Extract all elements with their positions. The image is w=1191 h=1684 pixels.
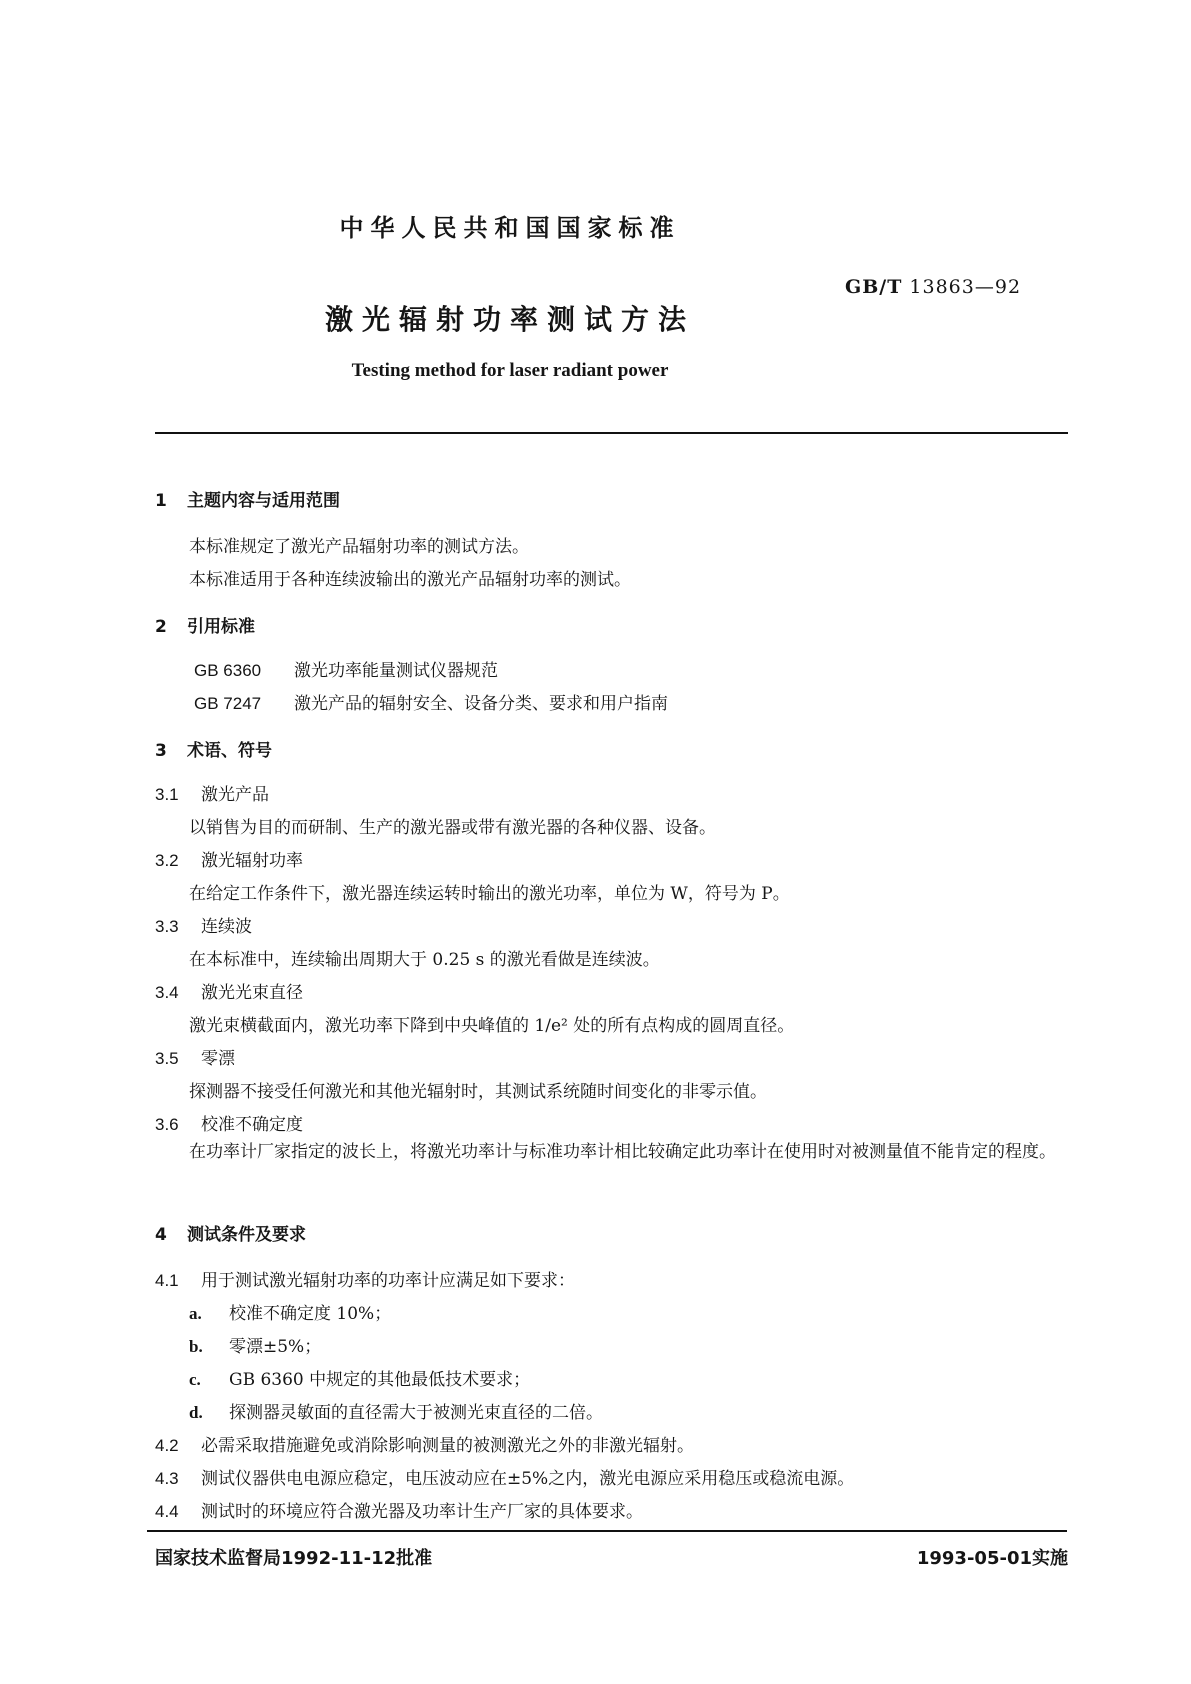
list-item [189,1398,603,1423]
list-marker: b. [189,1337,203,1356]
approval-note: 国家技术监督局1992-11-12批准 [155,1548,433,1569]
reference-row [194,689,668,714]
reference-code: GB 6360 [194,661,262,680]
section-number: 3 [155,741,167,761]
clause-text: 用于测试激光辐射功率的功率计应满足如下要求： [201,1271,575,1291]
list-item-text: 校准不确定度 10%； [229,1304,392,1324]
section-title: 术语、符号 [187,741,272,761]
list-item-text: GB 6360 中规定的其他最低技术要求； [229,1370,531,1390]
term-number: 3.4 [155,983,179,1002]
section-number: 2 [155,617,167,637]
term-definition: 在功率计厂家指定的波长上，将激光功率计与标准功率计相比较确定此功率计在使用时对被测量值不能肯定的程度。 [189,1142,1056,1162]
document-title-en: Testing method for laser radiant power [351,360,669,381]
standard-code-number: 13863—92 [909,276,1022,298]
list-marker: a. [189,1304,202,1323]
clause-number: 4.4 [155,1502,179,1521]
term-number: 3.3 [155,917,179,936]
clause-number: 4.3 [155,1469,179,1488]
list-marker: c. [189,1370,201,1389]
section-1-heading [155,486,340,511]
clause-4-1 [155,1266,575,1291]
term-heading [155,1044,235,1069]
section-1-paragraph-2: 本标准适用于各种连续波输出的激光产品辐射功率的测试。 [189,570,631,590]
term-name: 激光辐射功率 [201,851,303,871]
term-definition: 在给定工作条件下，激光器连续运转时输出的激光功率，单位为 W，符号为 P。 [189,884,790,904]
list-item [189,1332,321,1357]
clause-text: 测试仪器供电电源应稳定，电压波动应在±5%之内，激光电源应采用稳压或稳流电源。 [201,1469,855,1489]
section-number: 1 [155,491,167,511]
term-definition: 在本标准中，连续输出周期大于 0.25 s 的激光看做是连续波。 [189,950,660,970]
term-name: 连续波 [201,917,252,937]
effective-date: 1993-05-01实施 [916,1548,1068,1569]
reference-code: GB 7247 [194,694,262,713]
clause-text: 测试时的环境应符合激光器及功率计生产厂家的具体要求。 [201,1502,643,1522]
list-marker: d. [189,1403,203,1422]
list-item-text: 零漂±5%； [229,1337,322,1357]
standard-code [845,276,1021,298]
clause-text: 必需采取措施避免或消除影响测量的被测激光之外的非激光辐射。 [201,1436,694,1456]
term-number: 3.5 [155,1049,179,1068]
term-definition: 激光束横截面内，激光功率下降到中央峰值的 1/e² 处的所有点构成的圆周直径。 [189,1016,795,1036]
section-1-paragraph-1: 本标准规定了激光产品辐射功率的测试方法。 [189,537,529,557]
standard-code-prefix: GB/T [845,276,903,298]
clause-number: 4.1 [155,1271,179,1290]
term-heading [155,780,269,805]
term-number: 3.2 [155,851,179,870]
section-title: 引用标准 [187,617,255,637]
term-definition: 以销售为目的而研制、生产的激光器或带有激光器的各种仪器、设备。 [189,818,716,838]
reference-title: 激光产品的辐射安全、设备分类、要求和用户指南 [294,694,668,714]
reference-row [194,656,498,681]
term-heading [155,912,252,937]
clause-4-3 [155,1464,854,1489]
section-3-heading [155,736,272,761]
header-divider [155,432,1068,434]
clause-4-2 [155,1431,694,1456]
term-name: 激光产品 [201,785,269,805]
document-title-cn: 激光辐射功率测试方法 [324,303,695,336]
term-heading [155,978,303,1003]
clause-number: 4.2 [155,1436,179,1455]
reference-title: 激光功率能量测试仪器规范 [294,661,498,681]
term-heading [155,1110,303,1135]
term-definition: 探测器不接受任何激光和其他光辐射时，其测试系统随时间变化的非零示值。 [189,1082,767,1102]
section-title: 测试条件及要求 [187,1225,306,1245]
term-heading [155,846,303,871]
term-number: 3.6 [155,1115,179,1134]
section-2-heading [155,612,255,637]
national-standard-heading: 中华人民共和国国家标准 [339,214,681,242]
footer-divider [147,1530,1067,1532]
section-number: 4 [155,1225,167,1245]
list-item [189,1365,530,1390]
term-name: 激光光束直径 [201,983,303,1003]
clause-4-4 [155,1497,643,1522]
term-name: 校准不确定度 [201,1115,303,1135]
list-item-text: 探测器灵敏面的直径需大于被测光束直径的二倍。 [229,1403,603,1423]
term-name: 零漂 [201,1049,235,1069]
term-number: 3.1 [155,785,179,804]
list-item [189,1299,391,1324]
section-4-heading [155,1220,306,1245]
section-title: 主题内容与适用范围 [187,491,340,511]
